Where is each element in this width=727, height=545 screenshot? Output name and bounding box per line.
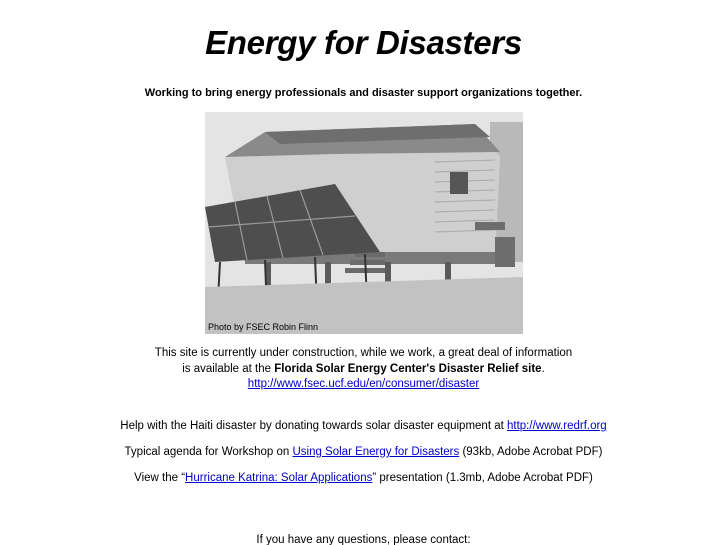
workshop-pdf-link[interactable]: Using Solar Energy for Disasters xyxy=(292,446,460,458)
workshop-prefix: Typical agenda for Workshop on xyxy=(124,446,293,458)
katrina-notice xyxy=(0,471,727,487)
workshop-notice xyxy=(0,445,727,461)
haiti-notice xyxy=(0,419,727,435)
construction-line-2-suffix: . xyxy=(541,362,545,375)
katrina-presentation-link[interactable]: Hurricane Katrina: Solar Applications xyxy=(185,472,373,484)
redrf-link[interactable]: http://www.redrf.org xyxy=(507,420,607,432)
workshop-suffix: (93kb, Adobe Acrobat PDF) xyxy=(459,446,603,458)
contact-notice: If you have any questions, please contact: xyxy=(256,534,471,545)
fsec-disaster-link[interactable]: http://www.fsec.ucf.edu/en/consumer/disaster xyxy=(247,378,480,390)
photo-credit: Photo by FSEC Robin Flinn xyxy=(208,322,319,332)
haiti-text: Help with the Haiti disaster by donating towards solar disaster equipment at xyxy=(120,420,507,432)
construction-line-1: This site is currently under construction, while we work, a great deal of information xyxy=(154,347,573,359)
construction-line-2-prefix: is available at the xyxy=(182,362,275,375)
construction-notice xyxy=(0,346,727,393)
katrina-suffix: ” presentation (1.3mb, Adobe Acrobat PDF) xyxy=(372,472,593,484)
page-title: Energy for Disasters xyxy=(205,24,522,61)
solar-panels-photo xyxy=(205,112,523,334)
katrina-prefix: View the “ xyxy=(134,472,186,484)
fsec-site-name: Florida Solar Energy Center's Disaster Relief site xyxy=(274,362,542,375)
photo-illustration xyxy=(205,112,523,334)
tagline: Working to bring energy professionals and disaster support organizations together. xyxy=(144,87,583,99)
